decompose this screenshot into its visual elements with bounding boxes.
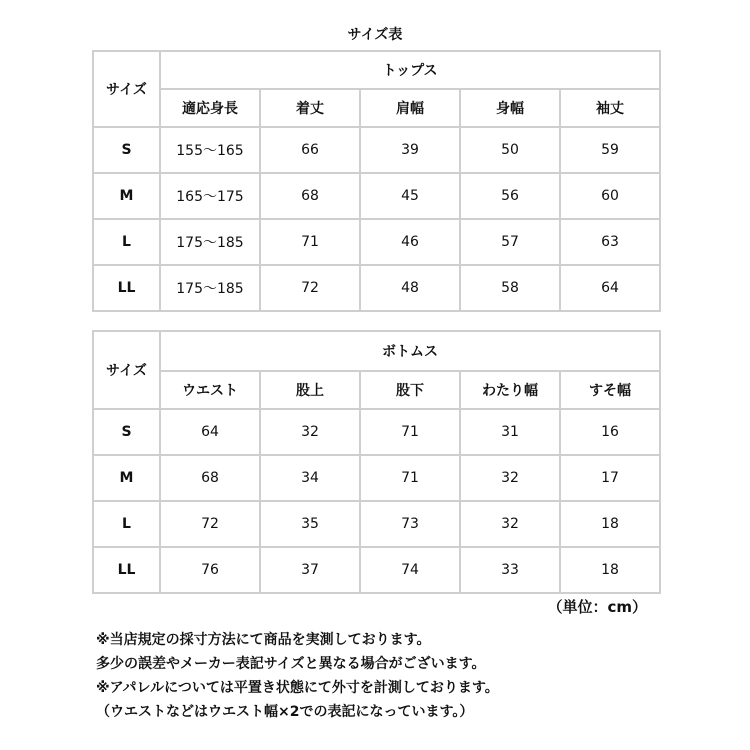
table-row [93,409,660,455]
size-header: サイズ [93,51,160,127]
note-line: 多少の誤差やメーカー表記サイズと異なる場合がございます。 [96,656,486,672]
size-label: L [93,219,160,265]
table-cell: 71 [360,455,460,501]
tops-size-table [92,50,661,312]
column-header: 適応身長 [160,89,260,127]
table-row [93,173,660,219]
table-cell: 34 [260,455,360,501]
column-header: 着丈 [260,89,360,127]
note-line: ※当店規定の採寸方法にて商品を実測しております。 [96,632,431,648]
group-header: トップス [160,51,660,89]
notes [96,628,716,724]
table-cell: 58 [460,265,560,311]
column-header: すそ幅 [560,371,660,409]
table-cell: 71 [260,219,360,265]
note-line: ※アパレルについては平置き状態にて外寸を計測しております。 [96,680,499,696]
note-line: （ウエストなどはウエスト幅×2での表記になっています。） [96,704,474,720]
column-header: 股下 [360,371,460,409]
size-label: S [93,127,160,173]
table-row [93,127,660,173]
table-cell: 45 [360,173,460,219]
table-cell: 37 [260,547,360,593]
table-cell: 175～185 [160,219,260,265]
table-row [93,265,660,311]
table-cell: 48 [360,265,460,311]
unit-label: （単位：cm） [547,598,647,616]
table-cell: 72 [160,501,260,547]
table-cell: 155～165 [160,127,260,173]
table-cell: 46 [360,219,460,265]
table-cell: 175～185 [160,265,260,311]
table-cell: 63 [560,219,660,265]
table-cell: 64 [160,409,260,455]
table-cell: 60 [560,173,660,219]
table-cell: 165～175 [160,173,260,219]
table-cell: 18 [560,547,660,593]
table-cell: 32 [460,501,560,547]
table-row [93,219,660,265]
table-cell: 56 [460,173,560,219]
size-label: M [93,173,160,219]
column-header: ウエスト [160,371,260,409]
size-label: M [93,455,160,501]
table-cell: 59 [560,127,660,173]
table-row [93,547,660,593]
table-cell: 35 [260,501,360,547]
table-cell: 39 [360,127,460,173]
size-label: LL [93,547,160,593]
table-cell: 57 [460,219,560,265]
page-title: サイズ表 [347,27,403,43]
column-header: 袖丈 [560,89,660,127]
table-cell: 74 [360,547,460,593]
table-row [93,455,660,501]
table-cell: 68 [160,455,260,501]
size-label: S [93,409,160,455]
table-cell: 71 [360,409,460,455]
table-cell: 32 [260,409,360,455]
table-cell: 32 [460,455,560,501]
table-row [93,501,660,547]
table-cell: 72 [260,265,360,311]
bottoms-size-table [92,330,661,594]
table-cell: 50 [460,127,560,173]
group-header: ボトムス [160,331,660,371]
table-cell: 31 [460,409,560,455]
table-cell: 17 [560,455,660,501]
table-cell: 73 [360,501,460,547]
table-cell: 18 [560,501,660,547]
size-header: サイズ [93,331,160,409]
column-header: 身幅 [460,89,560,127]
table-cell: 76 [160,547,260,593]
table-cell: 66 [260,127,360,173]
column-header: 肩幅 [360,89,460,127]
size-label: LL [93,265,160,311]
size-label: L [93,501,160,547]
column-header: 股上 [260,371,360,409]
table-cell: 68 [260,173,360,219]
column-header: わたり幅 [460,371,560,409]
table-cell: 16 [560,409,660,455]
table-cell: 64 [560,265,660,311]
table-cell: 33 [460,547,560,593]
